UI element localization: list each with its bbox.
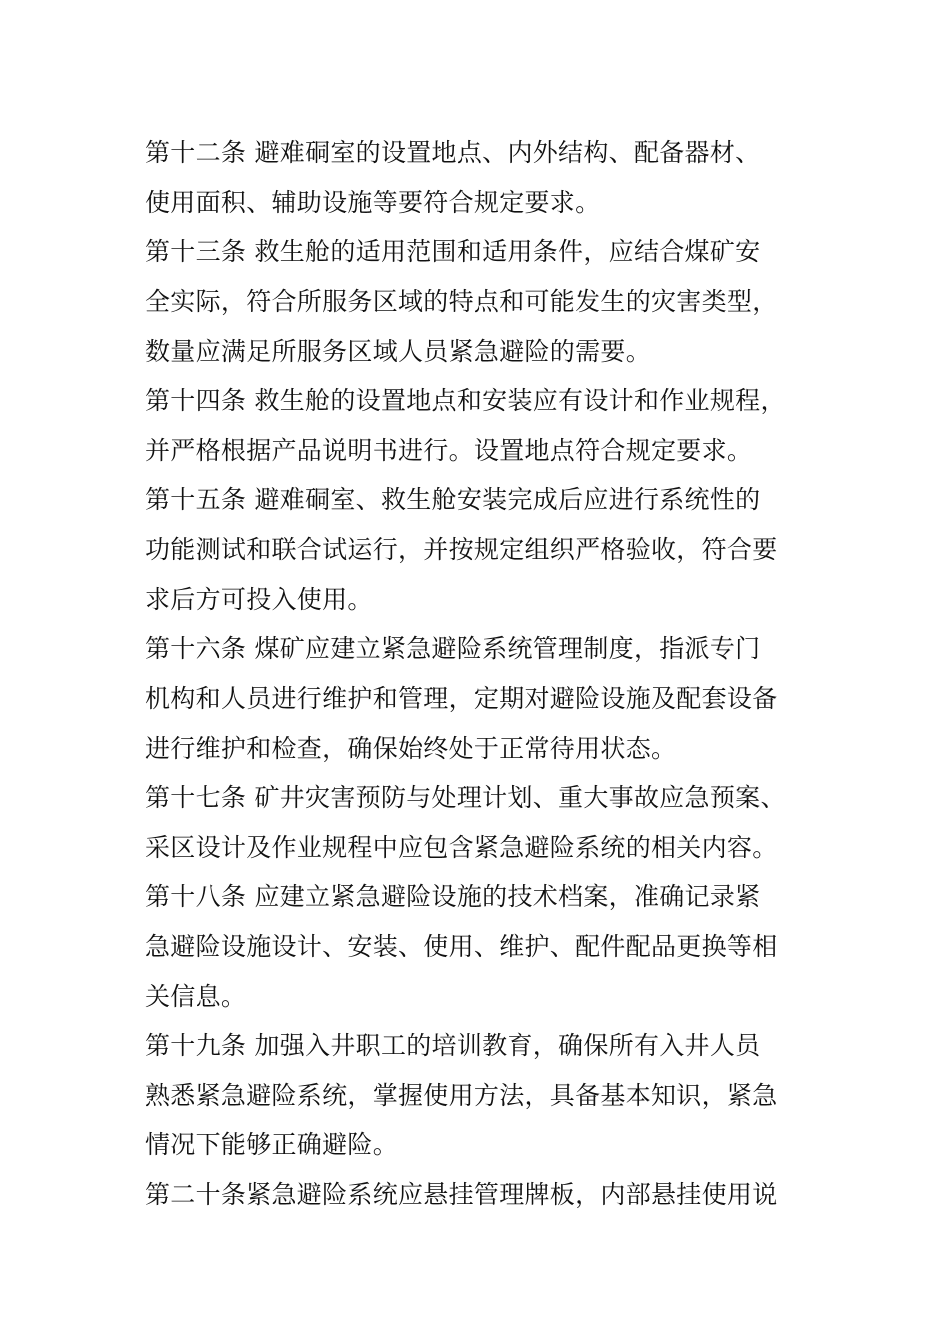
text-line: 第十三条 救生舱的适用范围和适用条件，应结合煤矿安 <box>145 237 761 266</box>
text-line: 第十二条 避难硐室的设置地点、内外结构、配备器材、 <box>145 138 761 167</box>
text-line: 第二十条紧急避险系统应悬挂管理牌板，内部悬挂使用说 <box>145 1180 778 1209</box>
text-line: 功能测试和联合试运行，并按规定组织严格验收，符合要 <box>145 535 778 564</box>
text-line: 第十九条 加强入井职工的培训教育，确保所有入井人员 <box>145 1031 761 1060</box>
text-line: 第十六条 煤矿应建立紧急避险系统管理制度，指派专门 <box>145 634 761 663</box>
text-line: 情况下能够正确避险。 <box>145 1130 399 1159</box>
text-line: 求后方可投入使用。 <box>145 585 373 614</box>
text-line: 进行维护和检查，确保始终处于正常待用状态。 <box>145 734 677 763</box>
text-line: 第十七条 矿井灾害预防与处理计划、重大事故应急预案、 <box>145 783 786 812</box>
text-line: 机构和人员进行维护和管理，定期对避险设施及配套设备 <box>145 684 778 713</box>
text-line: 并严格根据产品说明书进行。设置地点符合规定要求。 <box>145 436 753 465</box>
text-line: 关信息。 <box>145 982 247 1011</box>
text-line: 全实际，符合所服务区域的特点和可能发生的灾害类型， <box>145 287 778 316</box>
text-line: 采区设计及作业规程中应包含紧急避险系统的相关内容。 <box>145 833 778 862</box>
text-line: 第十四条 救生舱的设置地点和安装应有设计和作业规程， <box>145 386 786 415</box>
text-line: 急避险设施设计、安装、使用、维护、配件配品更换等相 <box>145 932 778 961</box>
text-line: 第十五条 避难硐室、救生舱安装完成后应进行系统性的 <box>145 485 761 514</box>
text-line: 数量应满足所服务区域人员紧急避险的需要。 <box>145 337 652 366</box>
text-line: 熟悉紧急避险系统，掌握使用方法，具备基本知识，紧急 <box>145 1081 778 1110</box>
text-line: 使用面积、辅助设施等要符合规定要求。 <box>145 188 601 217</box>
text-line: 第十八条 应建立紧急避险设施的技术档案，准确记录紧 <box>145 882 761 911</box>
